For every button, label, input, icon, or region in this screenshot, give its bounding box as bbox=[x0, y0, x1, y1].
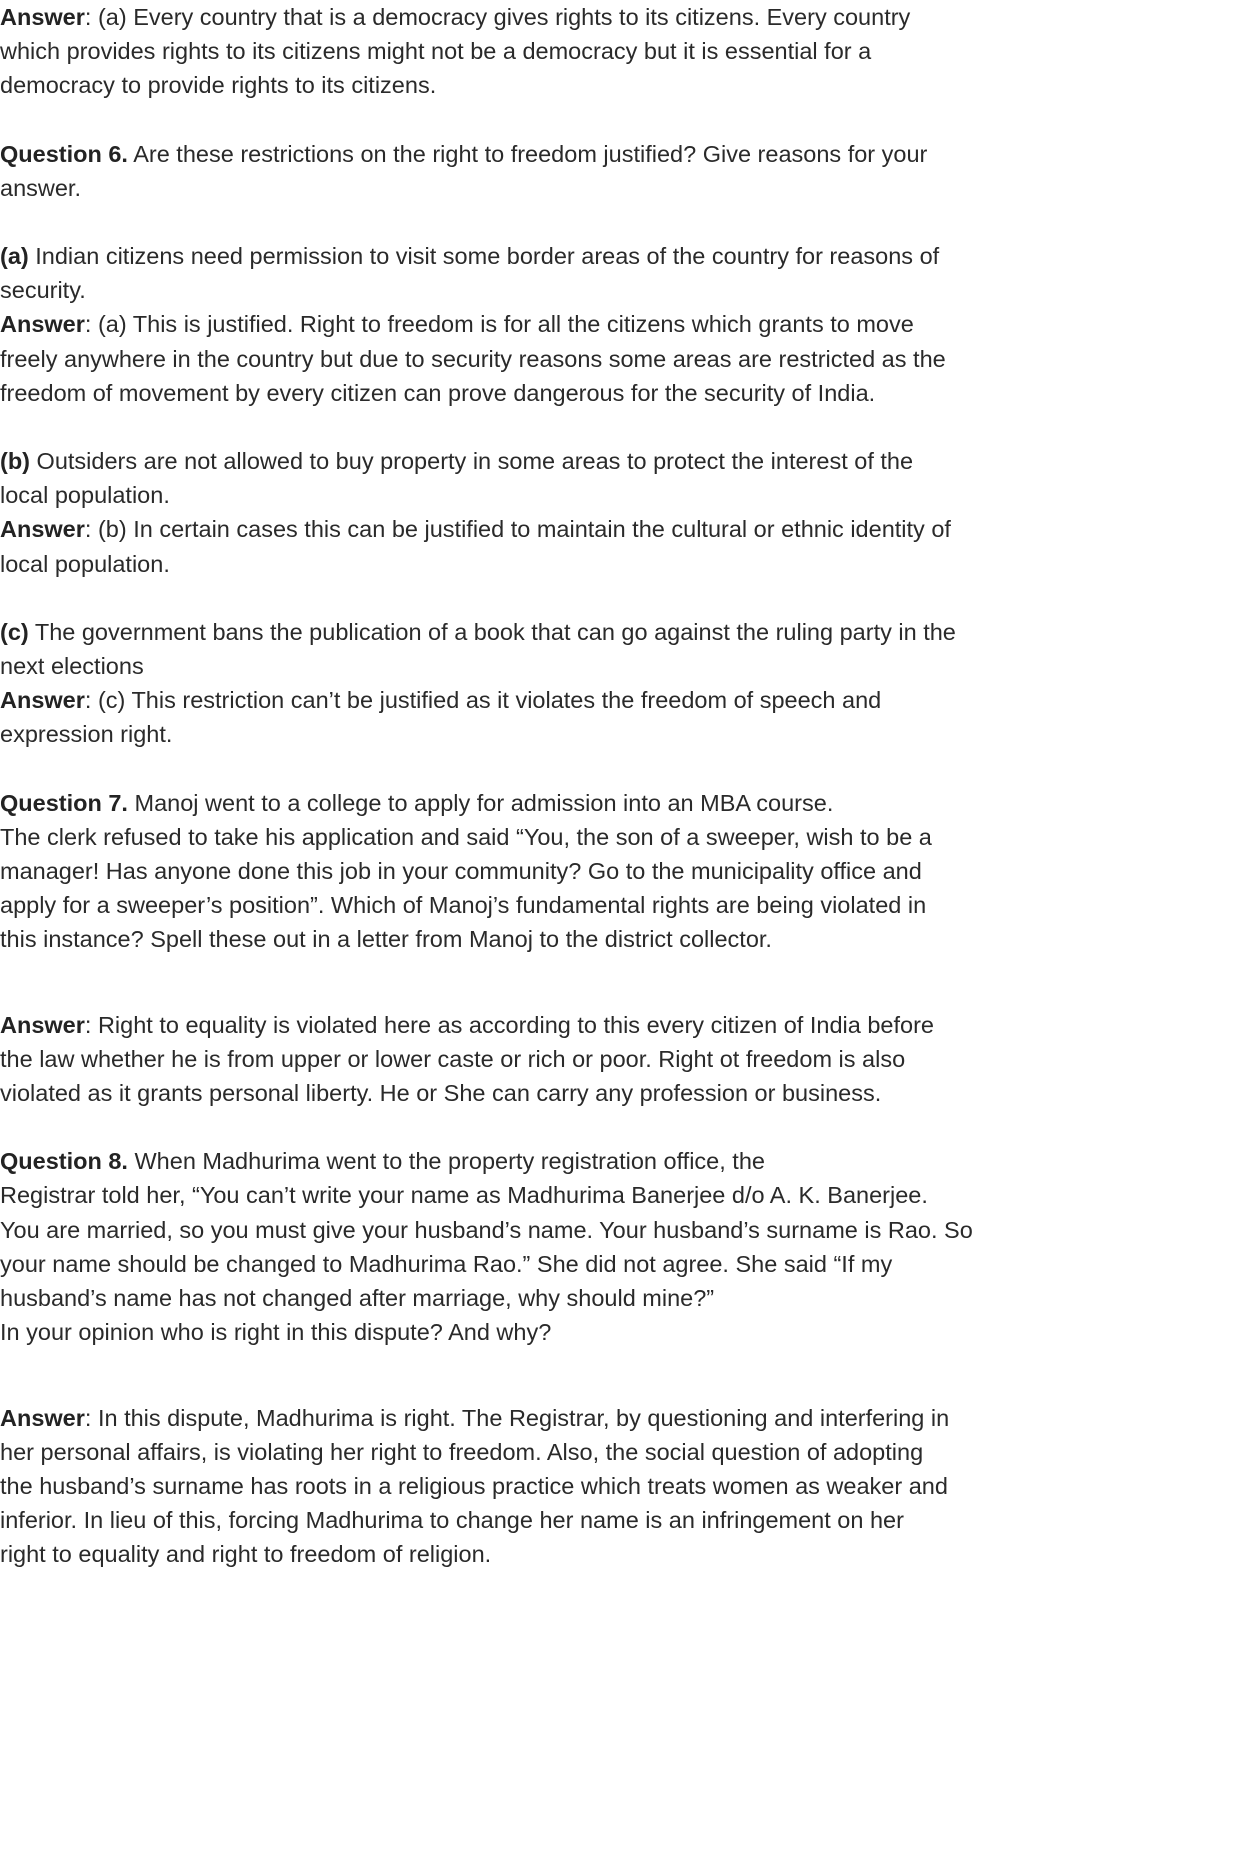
answer-line bbox=[0, 683, 1056, 717]
answer-line bbox=[0, 0, 1056, 34]
question-line bbox=[0, 786, 1056, 820]
answer-text: : (c) This restriction can’t be justified as it violates the freedom of speech and bbox=[84, 687, 882, 714]
part-label: (c) bbox=[0, 618, 29, 645]
part-line bbox=[0, 239, 1056, 273]
question-text: Are these restrictions on the right to freedom justified? Give reasons for your bbox=[127, 140, 928, 167]
answer-line: inferior. In lieu of this, forcing Madhurima to change her name is an infringement on her bbox=[0, 1507, 904, 1534]
answer-line: violated as it grants personal liberty. He or She can carry any profession or business. bbox=[0, 1080, 882, 1107]
question-8-answer bbox=[0, 1401, 1056, 1572]
part-line: local population. bbox=[0, 482, 170, 509]
question-line: husband’s name has not changed after marriage, why should mine?” bbox=[0, 1285, 715, 1312]
question-6-part-b bbox=[0, 444, 1056, 581]
answer-line: her personal affairs, is violating her right to freedom. Also, the social question of adopting bbox=[0, 1438, 924, 1465]
answer-line bbox=[0, 1008, 1056, 1042]
answer-label: Answer bbox=[0, 4, 85, 30]
answer-line: right to equality and right to freedom of religion. bbox=[0, 1541, 492, 1568]
answer-line: which provides rights to its citizens might not be a democracy but it is essential for a bbox=[0, 38, 872, 65]
question-6-part-a bbox=[0, 239, 1056, 410]
answer-label: Answer bbox=[0, 516, 85, 543]
answer-line bbox=[0, 512, 1056, 546]
answer-line: the law whether he is from upper or lower caste or rich or poor. Right ot freedom is also bbox=[0, 1045, 906, 1072]
answer-line bbox=[0, 307, 1056, 341]
answer-line: expression right. bbox=[0, 721, 173, 748]
answer-line: democracy to provide rights to its citizens. bbox=[0, 72, 437, 99]
answer-line: freedom of movement by every citizen can prove dangerous for the security of India. bbox=[0, 379, 876, 406]
answer-label: Answer bbox=[0, 1404, 85, 1431]
answer-text: : (a) Every country that is a democracy gives rights to its citizens. Every country bbox=[84, 4, 911, 30]
answer-line: local population. bbox=[0, 550, 170, 577]
answer-text: : Right to equality is violated here as according to this every citizen of India before bbox=[84, 1011, 934, 1038]
spacer bbox=[0, 410, 1056, 444]
answer-label: Answer bbox=[0, 311, 85, 338]
part-label: (b) bbox=[0, 448, 31, 475]
answer-label: Answer bbox=[0, 1011, 85, 1038]
question-line: this instance? Spell these out in a letter from Manoj to the district collector. bbox=[0, 926, 772, 953]
question-6 bbox=[0, 137, 1056, 205]
part-line: next elections bbox=[0, 653, 144, 680]
question-7 bbox=[0, 786, 1056, 957]
question-label: Question 6. bbox=[0, 140, 128, 167]
spacer bbox=[0, 205, 1056, 239]
question-label: Question 7. bbox=[0, 789, 128, 816]
part-line bbox=[0, 615, 1056, 649]
question-text: Manoj went to a college to apply for admission into an MBA course. bbox=[127, 789, 834, 816]
q5-answer bbox=[0, 0, 1056, 103]
spacer bbox=[0, 581, 1056, 615]
spacer bbox=[0, 103, 1056, 137]
part-label: (a) bbox=[0, 243, 29, 270]
spacer bbox=[0, 752, 1056, 786]
spacer bbox=[0, 957, 1056, 1008]
part-text: Outsiders are not allowed to buy property in some areas to protect the interest of the bbox=[30, 448, 914, 475]
question-line: answer. bbox=[0, 174, 81, 201]
question-line: your name should be changed to Madhurima Rao.” She did not agree. She said “If my bbox=[0, 1250, 893, 1277]
part-line: security. bbox=[0, 277, 86, 304]
question-line: You are married, so you must give your husband’s name. Your husband’s surname is Rao. So bbox=[0, 1216, 973, 1243]
question-line: Registrar told her, “You can’t write your name as Madhurima Banerjee d/o A. K. Banerjee. bbox=[0, 1182, 928, 1209]
part-text: The government bans the publication of a book that can go against the ruling party in the bbox=[28, 618, 956, 645]
question-line: In your opinion who is right in this dispute? And why? bbox=[0, 1319, 552, 1346]
question-line: The clerk refused to take his application and said “You, the son of a sweeper, wish to be a bbox=[0, 823, 932, 850]
question-line: apply for a sweeper’s position”. Which of Manoj’s fundamental rights are being violated in bbox=[0, 892, 927, 919]
answer-text: : (a) This is justified. Right to freedom is for all the citizens which grants to move bbox=[84, 311, 914, 338]
answer-text: : (b) In certain cases this can be justified to maintain the cultural or ethnic identity of bbox=[84, 516, 951, 543]
question-6-part-c bbox=[0, 615, 1056, 752]
answer-line: freely anywhere in the country but due to security reasons some areas are restricted as the bbox=[0, 345, 946, 372]
question-line: manager! Has anyone done this job in your community? Go to the municipality office and bbox=[0, 858, 922, 885]
answer-line bbox=[0, 1401, 1056, 1435]
spacer bbox=[0, 1350, 1056, 1401]
answer-label: Answer bbox=[0, 687, 85, 714]
part-text: Indian citizens need permission to visit some border areas of the country for reasons of bbox=[28, 243, 940, 270]
question-label: Question 8. bbox=[0, 1148, 128, 1175]
question-7-answer bbox=[0, 1008, 1056, 1111]
question-line bbox=[0, 137, 1056, 171]
question-8 bbox=[0, 1144, 1056, 1349]
answer-text: : In this dispute, Madhurima is right. The Registrar, by questioning and interfering in bbox=[84, 1404, 950, 1431]
question-line bbox=[0, 1144, 1056, 1178]
question-text: When Madhurima went to the property registration office, the bbox=[127, 1148, 765, 1175]
part-line bbox=[0, 444, 1056, 478]
answer-line: the husband’s surname has roots in a religious practice which treats women as weaker and bbox=[0, 1472, 948, 1499]
spacer bbox=[0, 1110, 1056, 1144]
